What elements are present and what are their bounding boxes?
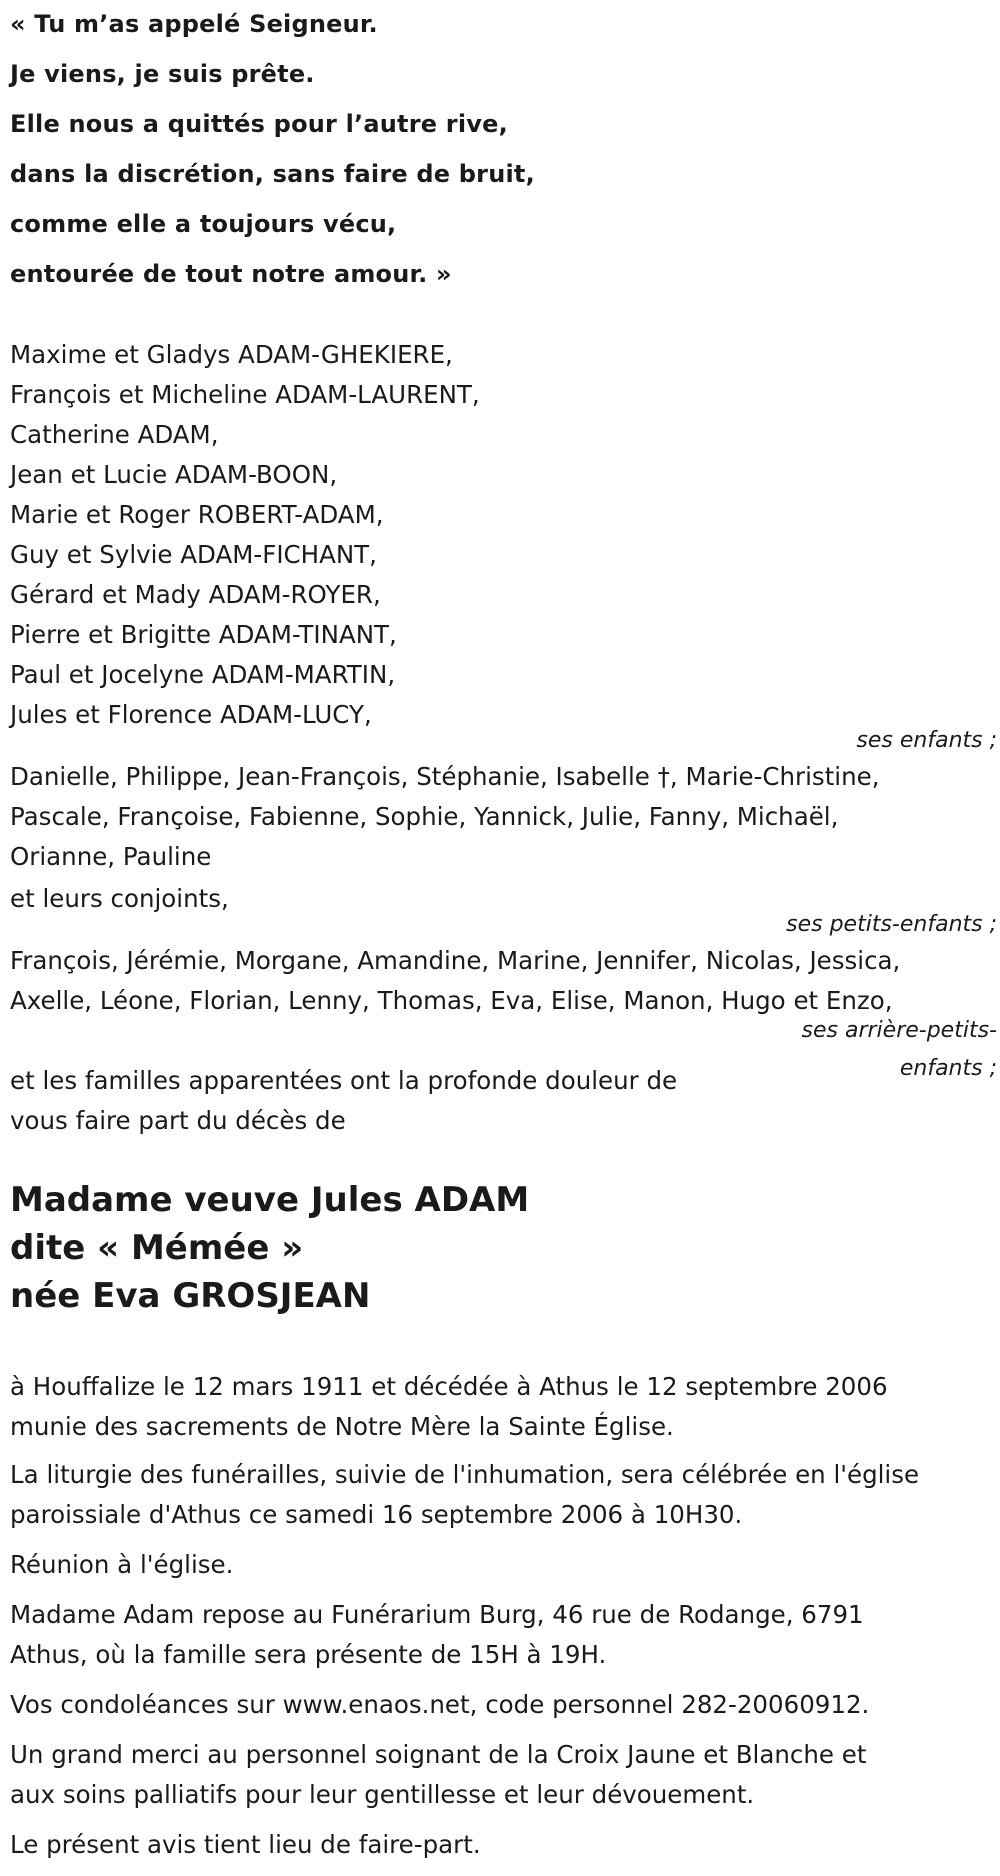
poem-line: « Tu m’as appelé Seigneur. bbox=[10, 10, 378, 38]
deceased-nickname: dite « Mémée » bbox=[10, 1228, 304, 1268]
funeral-liturgy-line: La liturgie des funérailles, suivie de l'inhumation, sera célébrée en l'église bbox=[10, 1460, 920, 1489]
relation-label-grandchildren: ses petits-enfants ; bbox=[786, 912, 997, 937]
child-couple: Paul et Jocelyne ADAM-MARTIN, bbox=[10, 660, 396, 689]
poem-line: comme elle a toujours vécu, bbox=[10, 210, 397, 238]
relation-label-great-grandchildren: ses arrière-petits-enfants ; bbox=[801, 1018, 997, 1081]
condolences-line: Vos condoléances sur www.enaos.net, code personnel 282-20060912. bbox=[10, 1690, 870, 1719]
child-couple: Jules et Florence ADAM-LUCY, bbox=[10, 700, 372, 729]
child-couple: Pierre et Brigitte ADAM-TINANT, bbox=[10, 620, 397, 649]
deceased-maiden-name: née Eva GROSJEAN bbox=[10, 1276, 371, 1316]
sacraments-line: munie des sacrements de Notre Mère la Sainte Église. bbox=[10, 1412, 674, 1441]
great-grandchildren-line: François, Jérémie, Morgane, Amandine, Marine, Jennifer, Nicolas, Jessica, bbox=[10, 946, 901, 975]
birth-death-details: à Houffalize le 12 mars 1911 et décédée à Athus le 12 septembre 2006 bbox=[10, 1372, 888, 1401]
relation-label-children: ses enfants ; bbox=[856, 728, 997, 753]
child-couple: Maxime et Gladys ADAM-GHEKIERE, bbox=[10, 340, 453, 369]
announcement-line: et les familles apparentées ont la profonde douleur de bbox=[10, 1066, 678, 1095]
deceased-name: Madame veuve Jules ADAM bbox=[10, 1180, 530, 1220]
grandchildren-line: et leurs conjoints, bbox=[10, 884, 229, 913]
closing-line: Le présent avis tient lieu de faire-part. bbox=[10, 1830, 481, 1859]
meeting-line: Réunion à l'église. bbox=[10, 1550, 234, 1579]
thanks-line: aux soins palliatifs pour leur gentillesse et leur dévouement. bbox=[10, 1780, 755, 1809]
funeral-liturgy-line: paroissiale d'Athus ce samedi 16 septembre 2006 à 10H30. bbox=[10, 1500, 743, 1529]
child-couple: François et Micheline ADAM-LAURENT, bbox=[10, 380, 480, 409]
poem-line: Elle nous a quittés pour l’autre rive, bbox=[10, 110, 508, 138]
child-couple: Catherine ADAM, bbox=[10, 420, 219, 449]
child-couple: Marie et Roger ROBERT-ADAM, bbox=[10, 500, 384, 529]
grandchildren-line: Danielle, Philippe, Jean-François, Stéphanie, Isabelle †, Marie-Christine, bbox=[10, 762, 880, 791]
poem-line: entourée de tout notre amour. » bbox=[10, 260, 452, 288]
poem-line: dans la discrétion, sans faire de bruit, bbox=[10, 160, 535, 188]
funerarium-line: Athus, où la famille sera présente de 15H à 19H. bbox=[10, 1640, 607, 1669]
thanks-line: Un grand merci au personnel soignant de la Croix Jaune et Blanche et bbox=[10, 1740, 867, 1769]
grandchildren-line: Orianne, Pauline bbox=[10, 842, 212, 871]
great-grandchildren-line: Axelle, Léone, Florian, Lenny, Thomas, Eva, Elise, Manon, Hugo et Enzo, bbox=[10, 986, 893, 1015]
child-couple: Guy et Sylvie ADAM-FICHANT, bbox=[10, 540, 377, 569]
funerarium-line: Madame Adam repose au Funérarium Burg, 46 rue de Rodange, 6791 bbox=[10, 1600, 864, 1629]
poem-line: Je viens, je suis prête. bbox=[10, 60, 315, 88]
announcement-line: vous faire part du décès de bbox=[10, 1106, 346, 1135]
grandchildren-line: Pascale, Françoise, Fabienne, Sophie, Yannick, Julie, Fanny, Michaël, bbox=[10, 802, 839, 831]
child-couple: Gérard et Mady ADAM-ROYER, bbox=[10, 580, 381, 609]
child-couple: Jean et Lucie ADAM-BOON, bbox=[10, 460, 338, 489]
